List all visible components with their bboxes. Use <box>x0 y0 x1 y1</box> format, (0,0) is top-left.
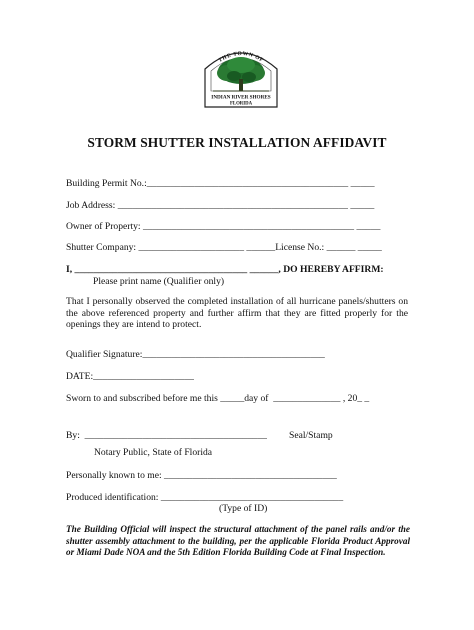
print-name-label: Please print name (Qualifier only) <box>93 276 225 287</box>
logo-state-text: FLORIDA <box>229 101 253 107</box>
seal-stamp-label: Seal/Stamp <box>289 430 333 441</box>
logo-arc-text: THE TOWN OF <box>217 50 265 64</box>
date-field[interactable]: DATE:_____________________ <box>66 371 194 382</box>
produced-id-field[interactable]: Produced identification: ______________________________________ <box>66 492 344 503</box>
logo-main-text: INDIAN RIVER SHORES <box>211 94 271 101</box>
notary-public-label: Notary Public, State of Florida <box>94 447 213 458</box>
page-title: STORM SHUTTER INSTALLATION AFFIDAVIT <box>87 135 387 150</box>
affirmation-paragraph: That I personally observed the completed installation of all hurricane panels/shutters on the above referenced property and further affirm that they are fitted properly for the openings they are intend to protect. <box>66 296 408 331</box>
personally-known-field[interactable]: Personally known to me: ____________________________________ <box>66 470 337 481</box>
owner-field[interactable]: Owner of Property: ____________________________________________ _____ <box>66 221 381 232</box>
shutter-company-field[interactable]: Shutter Company: ______________________ ______License No.: ______ _____ <box>66 242 382 253</box>
town-seal-logo <box>199 41 283 109</box>
qualifier-signature-field[interactable]: Qualifier Signature:______________________________________ <box>66 349 325 360</box>
job-address-field[interactable]: Job Address: ________________________________________________ _____ <box>66 200 375 211</box>
notary-by-field[interactable]: By: ______________________________________ <box>66 430 267 441</box>
sworn-line[interactable]: Sworn to and subscribed before me this _____day of ______________ , 20_ _ <box>66 393 370 404</box>
affirm-line[interactable]: I, ____________________________________ ______, DO HEREBY AFFIRM: <box>66 264 384 275</box>
inspection-note: The Building Official will inspect the structural attachment of the panel rails and/or the shutter assembly attachment to the building, per the applicable Florida Product Approval or Miami Dade NOA and the 5th Edition Florida Building Code at Final Inspection. <box>66 524 410 558</box>
building-permit-field[interactable]: Building Permit No.:__________________________________________ _____ <box>66 178 375 189</box>
type-of-id-label: (Type of ID) <box>219 503 268 514</box>
